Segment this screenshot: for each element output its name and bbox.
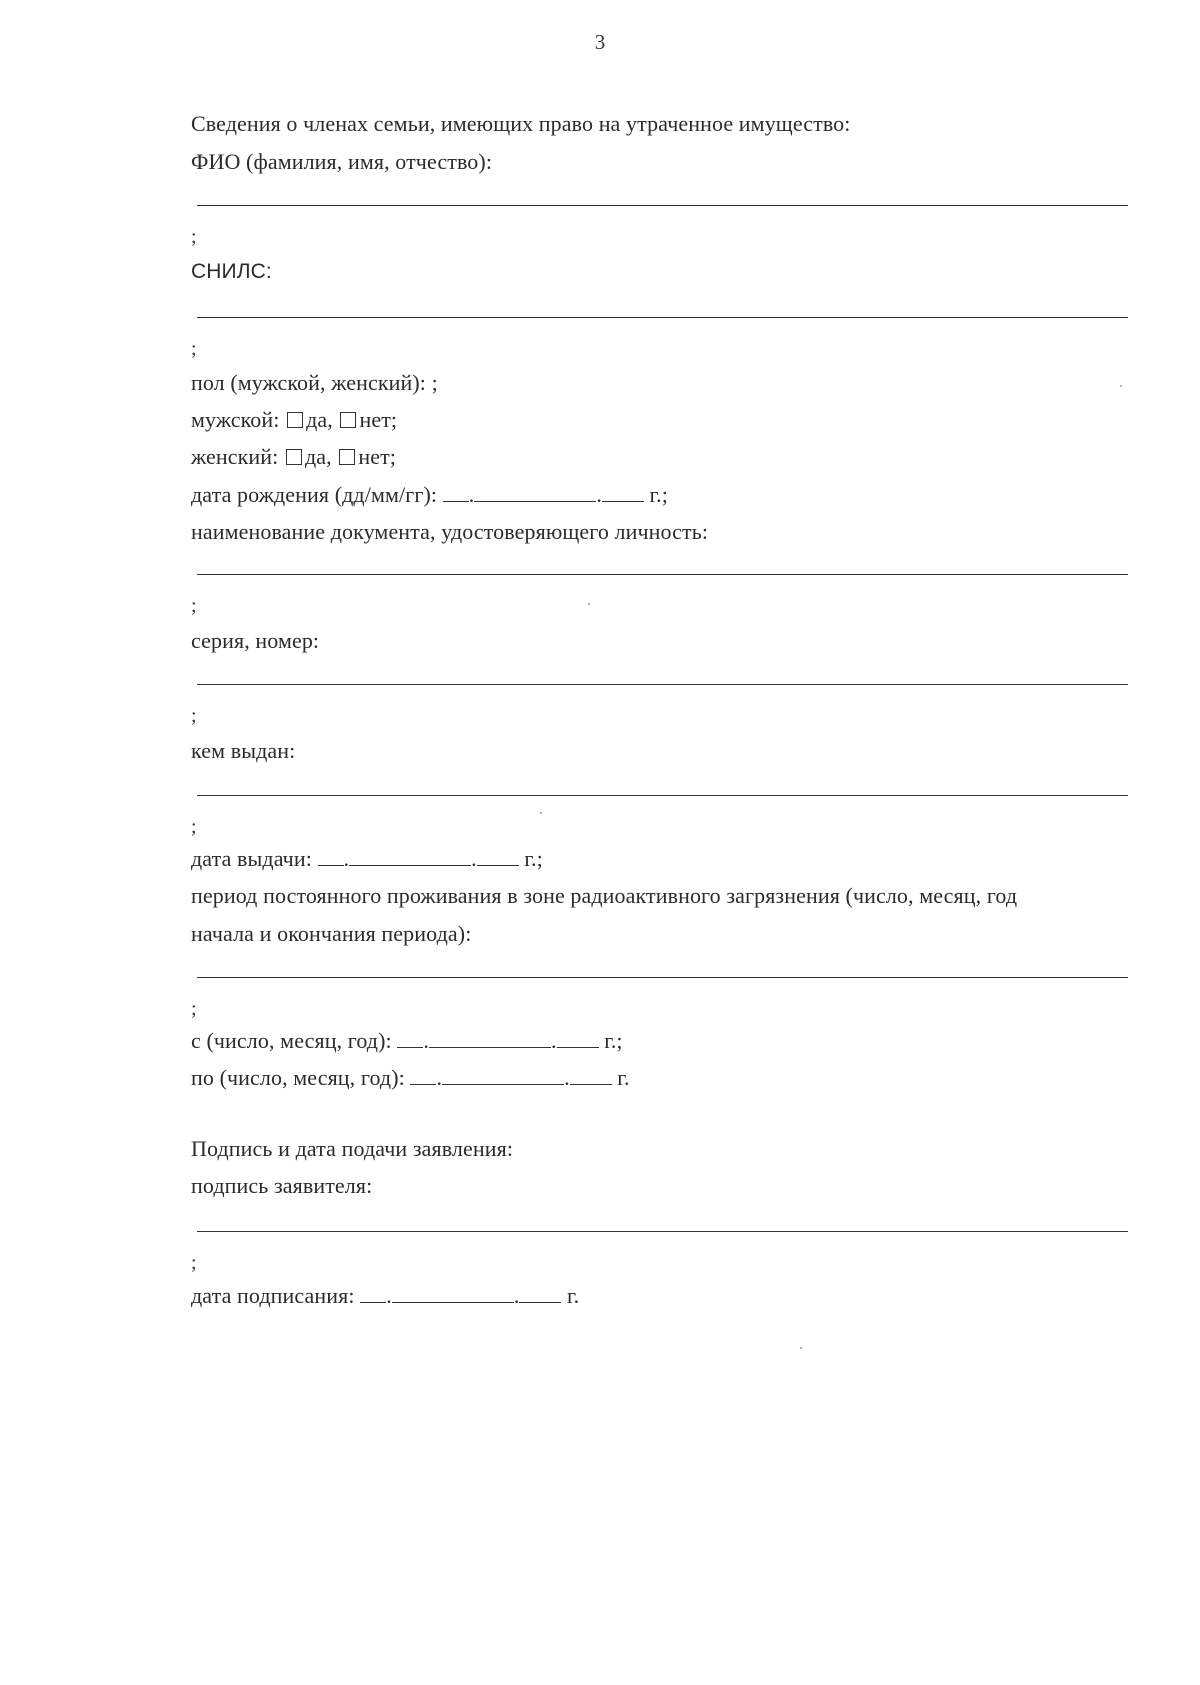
series-number-line[interactable] bbox=[197, 684, 1128, 685]
to-date-label: по (число, месяц, год): bbox=[191, 1065, 405, 1090]
from-date-label: с (число, месяц, год): bbox=[191, 1028, 392, 1053]
female-row bbox=[191, 443, 396, 471]
male-yes-checkbox[interactable] bbox=[287, 412, 303, 428]
residence-period-line[interactable] bbox=[197, 977, 1128, 978]
from-year-suffix: г.; bbox=[604, 1028, 623, 1053]
gender-label: пол (мужской, женский): ; bbox=[191, 370, 438, 395]
female-yes-label: да, bbox=[304, 444, 332, 469]
residence-period-line1: период постоянного проживания в зоне радиоактивного загрязнения (число, месяц, год bbox=[191, 883, 1018, 908]
issue-month-field[interactable] bbox=[349, 847, 471, 866]
doc-name-semicolon: ; bbox=[191, 595, 197, 617]
residence-period-semicolon: ; bbox=[191, 998, 197, 1020]
from-year-field[interactable] bbox=[557, 1029, 599, 1048]
doc-name-label: наименование документа, удостоверяющего личность: bbox=[191, 519, 709, 544]
birth-month-field[interactable] bbox=[474, 483, 596, 502]
to-day-field[interactable] bbox=[410, 1066, 436, 1085]
date-separator: . bbox=[596, 482, 602, 507]
scan-speck bbox=[1120, 385, 1122, 387]
fio-semicolon: ; bbox=[191, 226, 197, 248]
from-date-row bbox=[191, 1027, 623, 1055]
fio-label: ФИО (фамилия, имя, отчество): bbox=[191, 149, 493, 174]
signing-date-row bbox=[191, 1282, 579, 1310]
female-label: женский: bbox=[191, 444, 279, 469]
date-separator: . bbox=[550, 1028, 557, 1053]
signing-month-field[interactable] bbox=[392, 1284, 514, 1303]
date-separator: . bbox=[386, 1283, 392, 1308]
date-separator: . bbox=[343, 846, 350, 871]
birth-date-row bbox=[191, 481, 668, 509]
date-separator: . bbox=[564, 1065, 570, 1090]
male-label: мужской: bbox=[191, 407, 280, 432]
series-number-semicolon: ; bbox=[191, 705, 197, 727]
from-day-field[interactable] bbox=[397, 1029, 423, 1048]
date-separator: . bbox=[436, 1065, 443, 1090]
issue-day-field[interactable] bbox=[318, 847, 344, 866]
residence-period-line2: начала и окончания периода): bbox=[191, 921, 472, 946]
issued-by-line[interactable] bbox=[197, 795, 1128, 796]
signing-day-field[interactable] bbox=[360, 1284, 386, 1303]
to-date-row bbox=[191, 1064, 630, 1092]
date-separator: . bbox=[513, 1283, 520, 1308]
birth-day-field[interactable] bbox=[443, 483, 469, 502]
fio-line[interactable] bbox=[197, 205, 1128, 206]
signing-date-label: дата подписания: bbox=[191, 1283, 355, 1308]
issue-year-field[interactable] bbox=[477, 847, 519, 866]
applicant-signature-semicolon: ; bbox=[191, 1252, 197, 1274]
issue-year-suffix: г.; bbox=[524, 846, 543, 871]
applicant-signature-line[interactable] bbox=[197, 1231, 1128, 1232]
male-yes-label: да, bbox=[306, 407, 333, 432]
to-month-field[interactable] bbox=[442, 1066, 564, 1085]
female-yes-checkbox[interactable] bbox=[286, 449, 302, 465]
date-separator: . bbox=[471, 846, 477, 871]
issue-date-row bbox=[191, 845, 543, 873]
to-year-field[interactable] bbox=[570, 1066, 612, 1085]
snils-label: СНИЛС: bbox=[191, 260, 272, 283]
signing-year-suffix: г. bbox=[567, 1283, 580, 1308]
birth-date-label: дата рождения (дд/мм/гг): bbox=[191, 482, 438, 507]
issued-by-label: кем выдан: bbox=[191, 738, 296, 763]
applicant-signature-label: подпись заявителя: bbox=[191, 1173, 373, 1198]
birth-year-field[interactable] bbox=[602, 483, 644, 502]
page-number: 3 bbox=[594, 30, 606, 54]
female-no-label: нет; bbox=[358, 444, 397, 469]
male-row bbox=[191, 406, 397, 434]
scan-speck bbox=[540, 812, 542, 814]
scan-speck bbox=[800, 1347, 802, 1349]
snils-semicolon: ; bbox=[191, 338, 197, 360]
date-separator: . bbox=[468, 482, 475, 507]
series-number-label: серия, номер: bbox=[191, 628, 320, 653]
issued-by-semicolon: ; bbox=[191, 816, 197, 838]
from-month-field[interactable] bbox=[429, 1029, 551, 1048]
female-no-checkbox[interactable] bbox=[339, 449, 355, 465]
scan-speck bbox=[588, 603, 590, 605]
to-year-suffix: г. bbox=[617, 1065, 630, 1090]
male-no-checkbox[interactable] bbox=[340, 412, 356, 428]
snils-line[interactable] bbox=[197, 317, 1128, 318]
issue-date-label: дата выдачи: bbox=[191, 846, 312, 871]
date-separator: . bbox=[423, 1028, 429, 1053]
doc-name-line[interactable] bbox=[197, 574, 1128, 575]
male-no-label: нет; bbox=[359, 407, 398, 432]
birth-year-suffix: г.; bbox=[649, 482, 668, 507]
family-members-heading: Сведения о членах семьи, имеющих право на утраченное имущество: bbox=[191, 111, 851, 136]
signing-year-field[interactable] bbox=[519, 1284, 561, 1303]
signature-heading: Подпись и дата подачи заявления: bbox=[191, 1136, 514, 1161]
